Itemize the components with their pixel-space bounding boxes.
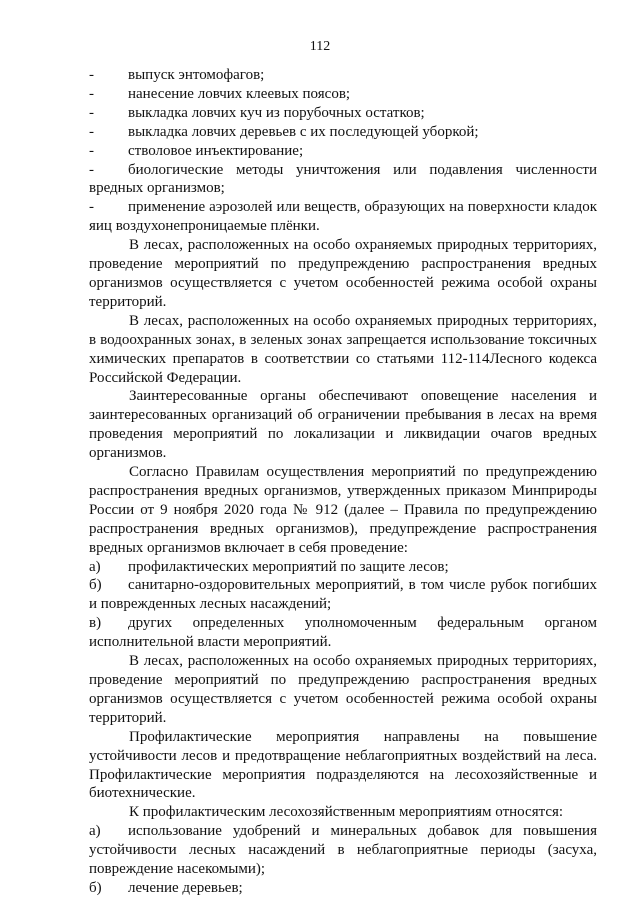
list-item-text: использование удобрений и минеральных добавок для повышения устойчивости лесных насаждений в неблагоприятные периоды (засуха, повреждение насекомыми);	[89, 823, 597, 878]
paragraph: К профилактическим лесохозяйственным мероприятиям относятся:	[129, 804, 564, 821]
list-item	[89, 822, 597, 879]
list-item-text: нанесение ловчих клеевых поясов;	[128, 85, 351, 102]
paragraph: Профилактические мероприятия направлены на повышение устойчивости лесов и предотвращение неблагоприятных воздействий на леса. Профилактические мероприятия подразделяются на лесохозяйственные и биотехнические.	[89, 728, 597, 802]
list-item-text: других определенных уполномоченным федеральным органом исполнительной власти мероприятий.	[89, 615, 597, 651]
list-item	[89, 104, 597, 123]
list-item-text: применение аэрозолей или веществ, образующих на поверхности кладок яиц воздухонепроницаемые плёнки.	[89, 199, 597, 235]
list-item-text: выкладка ловчих куч из порубочных остатков;	[128, 104, 425, 121]
list-marker: б)	[89, 577, 102, 594]
list-item	[89, 558, 597, 577]
list-item	[89, 161, 597, 199]
paragraph: В лесах, расположенных на особо охраняемых природных территориях, проведение мероприятий по предупреждению распространения вредных организмов осуществляется с учетом особенностей режима особой охраны территорий.	[89, 237, 597, 310]
list-item-text: стволовое инъектирование;	[128, 142, 304, 159]
list-marker: б)	[89, 879, 102, 896]
list-item	[89, 85, 597, 104]
list-item	[89, 879, 597, 898]
list-item-text: профилактических мероприятий по защите лесов;	[128, 558, 449, 575]
list-item-text: лечение деревьев;	[128, 879, 243, 896]
list-item-text: санитарно-оздоровительных мероприятий, в том числе рубок погибших и поврежденных лесных насаждений;	[89, 577, 597, 613]
list-item	[89, 142, 597, 161]
list-item-text: выпуск энтомофагов;	[128, 67, 265, 83]
list-item	[89, 614, 597, 652]
list-item-text: биологические методы уничтожения или подавления численности вредных организмов;	[89, 161, 597, 197]
list-marker: -	[89, 142, 94, 159]
list-marker: -	[89, 104, 94, 121]
list-item	[89, 198, 597, 236]
list-item-text: выкладка ловчих деревьев с их последующей уборкой;	[128, 123, 479, 140]
paragraph: В лесах, расположенных на особо охраняемых природных территориях, в водоохранных зонах, в зеленых зонах запрещается использование токсичных химических препаратов в соответствии со статьями 112-114Лесного кодекса Российской Федерации.	[89, 312, 597, 386]
list-marker: в)	[89, 615, 102, 632]
list-marker: -	[89, 123, 94, 140]
list-item	[89, 123, 597, 142]
list-item	[89, 576, 597, 614]
list-marker: -	[89, 161, 94, 178]
paragraph: Согласно Правилам осуществления мероприятий по предупреждению распространения вредных организмов, утвержденных приказом Минприроды России от 9 ноября 2020 года № 912 (далее – Правила по предупреждению распространения вредных организмов), предупреждение распространения вредных организмов включает в себя проведение:	[89, 464, 597, 556]
paragraph: В лесах, расположенных на особо охраняемых природных территориях, проведение мероприятий по предупреждению распространения вредных организмов осуществляется с учетом особенностей режима особой охраны территорий.	[89, 653, 597, 726]
page-number: 112	[309, 39, 331, 54]
list-item	[89, 66, 597, 85]
paragraph: Заинтересованные органы обеспечивают оповещение населения и заинтересованных организаций об ограничении пребывания в лесах на время проведения мероприятий по локализации и ликвидации очагов вредных организмов.	[89, 388, 597, 462]
list-marker: -	[89, 199, 94, 216]
list-marker: а)	[89, 558, 101, 575]
document-body	[89, 66, 597, 898]
list-marker: а)	[89, 823, 101, 840]
list-marker: -	[89, 67, 94, 83]
list-marker: -	[89, 85, 94, 102]
